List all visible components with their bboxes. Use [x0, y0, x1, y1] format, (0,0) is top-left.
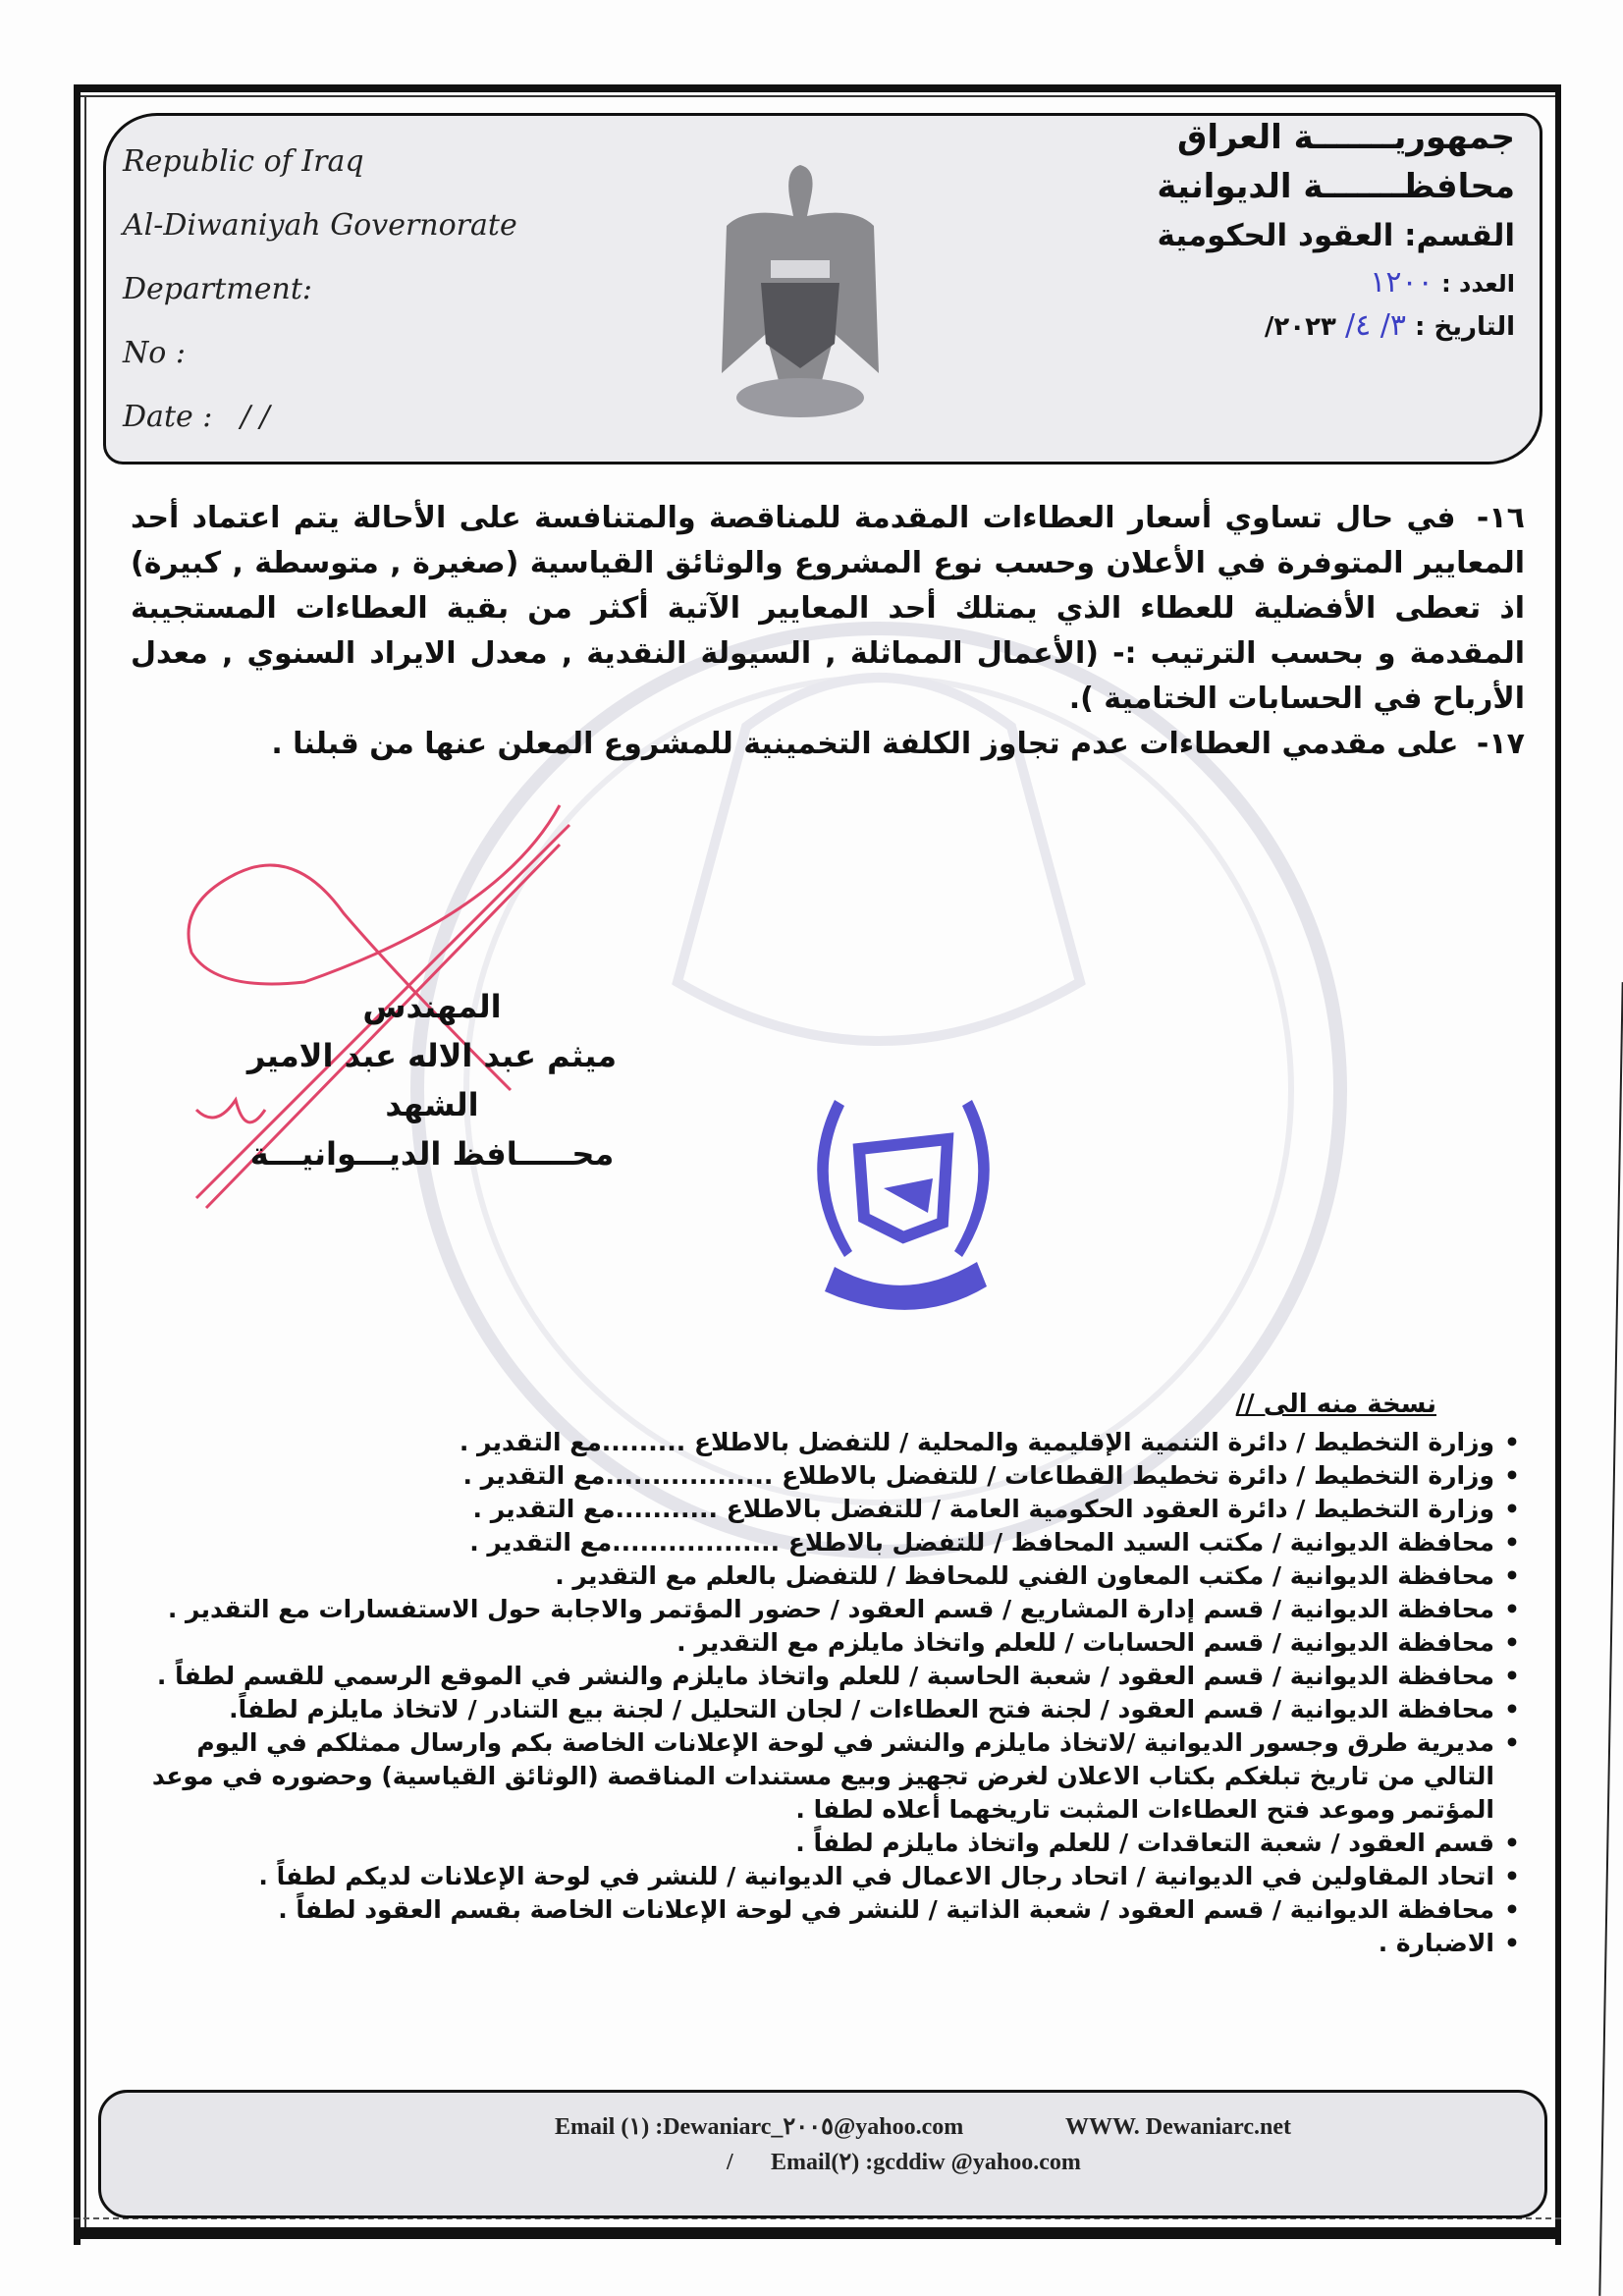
cc-item: • مديرية طرق وجسور الديوانية /لاتخاذ مايلزم والنشر في لوحة الإعلانات الخاصة بكم وارسال ممثلكم في اليوم التالي من تاريخ تبلغكم بكتاب الاعلان لغرض تجهيز وبيع مستندات المناقصة (الوثائق القياسية) وحضوره في موعد المؤتمر وموعد فتح العطاءات المثبت تاريخهما أعلاه لطفا .: [126, 1726, 1520, 1827]
header-en-number: No :: [123, 336, 186, 370]
footer-email-1: Email (١) :Dewaniarc_٢٠٠٥@yahoo.com: [555, 2114, 964, 2140]
signatory-title: المهندس: [362, 988, 502, 1025]
header-ar-date-handwritten: ٣/ ٤/: [1344, 308, 1406, 343]
cc-item: • اتحاد المقاولين في الديوانية / اتحاد رجال الاعمال في الديوانية / للنشر في لوحة الإعلانات لديكم لطفاً .: [126, 1860, 1520, 1893]
cc-item: • قسم العقود / شعبة التعاقدات / للعلم واتخاذ مايلزم لطفاً .: [126, 1827, 1520, 1860]
cc-item: • وزارة التخطيط / دائرة العقود الحكومية العامة / للتفضل بالاطلاع ...........مع التقدير .: [126, 1493, 1520, 1526]
footer-website: WWW. Dewaniarc.net: [1065, 2114, 1291, 2140]
header-en-date: [123, 398, 270, 437]
footer-separator: /: [727, 2150, 733, 2175]
cc-title: نسخة منه الى //: [1235, 1390, 1436, 1419]
header-ar-date-label: التاريخ :: [1415, 312, 1515, 342]
official-stamp-icon: [766, 1041, 1041, 1326]
cc-item: • محافظة الديوانية / قسم إدارة المشاريع / قسم العقود / حضور المؤتمر والاجابة حول الاستفسارات مع التقدير .: [126, 1593, 1520, 1626]
cc-item: • محافظة الديوانية / مكتب السيد المحافظ / للتفضل بالاطلاع ..................مع التقدير .: [126, 1526, 1520, 1559]
signatory-position: محـــــافظ الديـــوانيـــة: [249, 1135, 615, 1173]
header-ar-date-year: ٢٠٢٣/: [1264, 312, 1336, 342]
clause-17-number: ١٧-: [1476, 727, 1525, 761]
frame-border-bottom: [74, 2227, 1561, 2239]
header-ar-department: القسم: العقود الحكومية: [1157, 218, 1515, 253]
frame-border-left: [74, 84, 81, 2245]
header-ar-number: [1370, 263, 1515, 303]
cc-item: • محافظة الديوانية / قسم العقود / شعبة الذاتية / للنشر في لوحة الإعلانات الخاصة بقسم العقود لطفاً .: [126, 1893, 1520, 1927]
header-ar-country: جمهوريـــــــة العراق: [1176, 118, 1515, 157]
footer-email-2: Email(٢) :gcddiw @yahoo.com: [771, 2150, 1081, 2175]
cc-item: • محافظة الديوانية / قسم العقود / لجنة فتح العطاءات / لجان التحليل / لجنة بيع التنادر / لاتخاذ مايلزم لطفاً.: [126, 1693, 1520, 1726]
cc-list: [126, 1426, 1520, 1960]
header-ar-number-value: ١٢٠٠: [1370, 265, 1434, 300]
header-en-date-label: Date :: [123, 400, 213, 434]
scan-edge-line: [1598, 982, 1623, 2296]
header-ar-governorate: محافظـــــــة الديوانية: [1157, 167, 1515, 206]
clause-16: [131, 496, 1525, 722]
header-en-department: Department:: [123, 272, 312, 306]
frame-border-top: [74, 84, 1561, 92]
frame-border-right: [1555, 84, 1561, 2245]
cc-item: • وزارة التخطيط / دائرة تخطيط القطاعات / للتفضل بالاطلاع ..................مع التقدير .: [126, 1459, 1520, 1493]
iraq-eagle-emblem-icon: [707, 157, 893, 422]
cc-item: • الاضبارة .: [126, 1927, 1520, 1960]
cc-item: • محافظة الديوانية / مكتب المعاون الفني للمحافظ / للتفضل بالعلم مع التقدير .: [126, 1559, 1520, 1593]
cc-item: • محافظة الديوانية / قسم العقود / شعبة الحاسبة / للعلم واتخاذ مايلزم والنشر في الموقع الرسمي للقسم لطفاً .: [126, 1660, 1520, 1693]
signature-block: [196, 982, 668, 1178]
frame-border-left-inner: [84, 95, 86, 2236]
clause-16-text: في حال تساوي أسعار العطاءات المقدمة للمناقصة والمتنافسة على الأحالة يتم اعتماد أحد المعايير المتوفرة في الأعلان وحسب نوع المشروع والوثائق القياسية (صغيرة , متوسطة , كبيرة) اذ تعطى الأفضلية للعطاء الذي يمتلك أحد المعايير الآتية أكثر من بقية العطاءات المستجيبة المقدمة و بحسب الترتيب :- (الأعمال المماثلة , السيولة النقدية , معدل الايراد السنوي , معدل الأرباح في الحسابات الختامية ).: [131, 501, 1525, 716]
header-en-governorate: Al-Diwaniyah Governorate: [123, 208, 517, 243]
header-en-date-slashes: / /: [241, 400, 270, 434]
clause-17-text: على مقدمي العطاءات عدم تجاوز الكلفة التخمينية للمشروع المعلن عنها من قبلنا .: [271, 727, 1459, 761]
cc-item: • وزارة التخطيط / دائرة التنمية الإقليمية والمحلية / للتفضل بالاطلاع .........مع التقدير .: [126, 1426, 1520, 1459]
frame-border-top-inner: [74, 95, 1561, 97]
header-ar-number-label: العدد :: [1441, 270, 1515, 298]
body-clauses: [131, 496, 1525, 767]
signatory-name: ميثم عبد الاله عبد الامير الشهد: [246, 1037, 618, 1123]
cc-item: • محافظة الديوانية / قسم الحسابات / للعلم واتخاذ مايلزم مع التقدير .: [126, 1626, 1520, 1660]
header-ar-date: [1265, 306, 1515, 347]
clause-17: [131, 722, 1525, 767]
clause-16-number: ١٦-: [1476, 501, 1525, 535]
header-en-country: Republic of Iraq: [123, 144, 364, 179]
